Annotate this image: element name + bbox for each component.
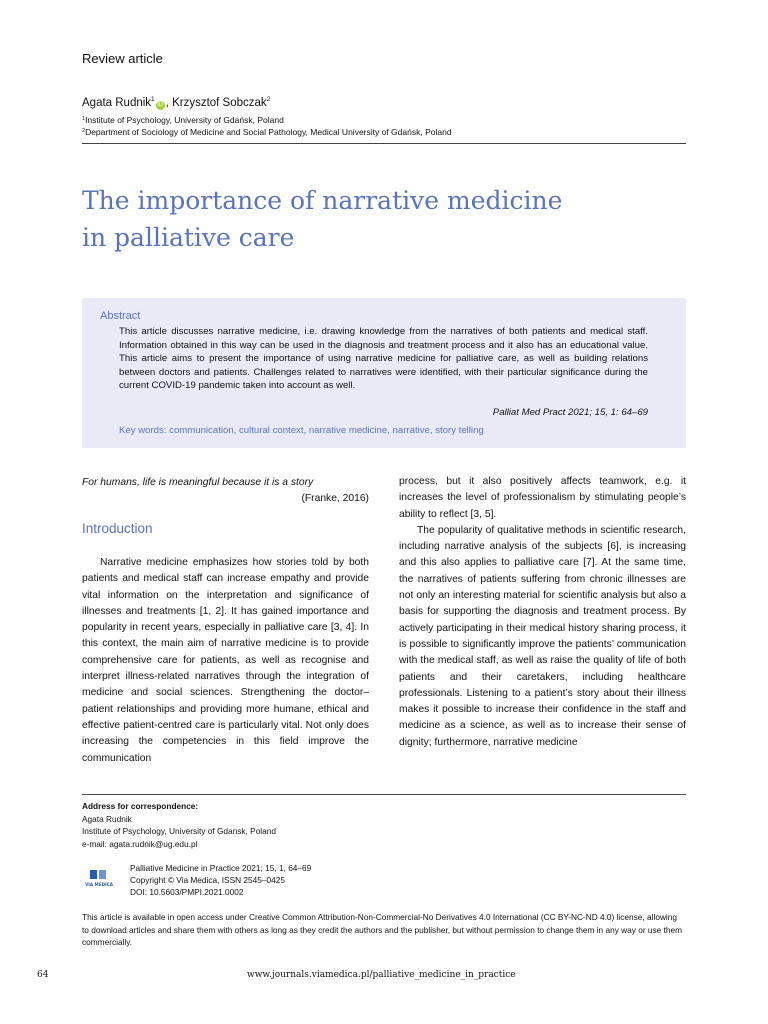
title-line: in palliative care xyxy=(82,223,295,252)
epigraph-source: (Franke, 2016) xyxy=(301,493,369,504)
orcid-icon[interactable]: iD xyxy=(157,102,163,108)
keywords-list: communication, cultural context, narrative medicine, narrative, story telling xyxy=(169,425,484,436)
body-column-right xyxy=(399,474,686,751)
journal-url[interactable]: www.journals.viamedica.pl/palliative_medicine_in_practice xyxy=(247,970,516,980)
affiliation-number: 2 xyxy=(82,128,86,134)
author-affiliation-mark: 2 xyxy=(266,96,271,103)
correspondence-block xyxy=(82,800,276,850)
title-line: The importance of narrative medicine xyxy=(82,186,563,215)
body-paragraph: process, but it also positively affects teamwork, e.g. it increases the level of professionalism by stimulating people’s ability to reflect [3, 5]. xyxy=(399,476,686,520)
logo-block-left xyxy=(90,870,97,879)
section-heading-introduction: Introduction xyxy=(82,521,153,536)
journal-citation: Palliat Med Pract 2021; 15, 1: 64–69 xyxy=(492,407,648,418)
keywords-label: Key words: xyxy=(119,425,167,436)
affiliation xyxy=(82,127,452,137)
author-list xyxy=(82,96,270,110)
affiliation xyxy=(82,115,284,125)
abstract-text: This article discusses narrative medicine, i.e. drawing knowledge from the narratives of both patients and medical staff. Information obtained in this way can be used in the diagnosis and treatment process and it also has an educational value. This article aims to present the importance of using narrative medicine for palliative care, as well as building relations between doctors and patients. Challenges related to narratives were identified, with their particular significance during the current COVID-19 pandemic taken into account as well. xyxy=(119,326,648,392)
footer-divider xyxy=(82,794,686,795)
correspondence-email[interactable]: e-mail: agata.rudnik@ug.edu.pl xyxy=(82,838,198,849)
epigraph-quote: For humans, life is meaningful because it is a story xyxy=(82,477,314,488)
abstract-heading: Abstract xyxy=(100,310,141,322)
author-name[interactable]: Agata Rudnik xyxy=(82,97,152,109)
body-column-left xyxy=(82,555,369,767)
article-type: Review article xyxy=(82,51,163,66)
correspondence-institution: Institute of Psychology, University of Gdansk, Poland xyxy=(82,826,276,837)
via-medica-logo xyxy=(82,869,116,889)
journal-info-line: Copyright © Via Medica, ISSN 2545–0425 xyxy=(130,875,285,886)
page-number: 64 xyxy=(37,970,49,980)
author-separator: , xyxy=(165,97,173,109)
journal-info-line: Palliative Medicine in Practice 2021; 15, 1, 64–69 xyxy=(130,863,312,873)
body-paragraph: The popularity of qualitative methods in scientific research, including narrative analysis of the subjects [6], is increasing and this also applies to palliative care [7]. At the same time, the narratives of patients suffering from chronic illnesses are not only an interesting material for scientific analysis but also a basis for supporting the diagnosis and treatment process. By actively participating in their medical history sharing process, it is possible to significantly improve the patients’ communication with the medical staff, as well as raise the quality of life of both patients and their caretakers, including healthcare professionals. Listening to a patient’s story about their illness makes it possible to increase their confidence in the staff and medicine as a science, as well as to increase their sense of dignity; furthermore, narrative medicine xyxy=(399,524,686,748)
affiliation-text: Department of Sociology of Medicine and Social Pathology, Medical University of Gdańsk, Poland xyxy=(85,127,452,137)
logo-block-right xyxy=(99,870,106,879)
author-affiliation-mark: 1 xyxy=(151,96,155,103)
body-paragraph: Narrative medicine emphasizes how stories told by both patients and medical staff can increase empathy and provide vital information on the interpretation and significance of illnesses and treatments [1, 2]. It has gained importance and popularity in recent years, especially in palliative care [3, 4]. In this context, the main aim of narrative medicine is to provide comprehensive care for patients, as well as recognise and interpret illness-related narratives through the integration of medicine and social sciences. Strengthening the doctor–patient relationships and providing more humane, ethical and effective patient-centred care is particularly vital. Not only does increasing the competencies in this field improve the communication xyxy=(82,557,369,764)
author-name[interactable]: Krzysztof Sobczak xyxy=(172,97,267,109)
header-divider xyxy=(82,143,686,144)
logo-text: VIA MEDICA xyxy=(85,882,113,887)
correspondence-label: Address for correspondence: xyxy=(82,801,199,811)
correspondence-name: Agata Rudnik xyxy=(82,813,132,824)
doi-line[interactable]: DOI: 10.5603/PMPI.2021.0002 xyxy=(130,887,244,898)
license-notice: This article is available in open access under Creative Common Attribution-Non-Commercial-No Derivatives 4.0 International (CC BY-NC-ND 4.0) license, allowing to download articles and share them with others as long as they credit the authors and the publisher, but without permission to change them in any way or use them commercially. xyxy=(82,912,683,948)
affiliation-text: Institute of Psychology, University of Gdańsk, Poland xyxy=(85,115,284,125)
keywords xyxy=(119,425,484,436)
affiliation-number: 1 xyxy=(82,116,86,122)
journal-info-block xyxy=(130,862,311,899)
article-title xyxy=(82,182,682,256)
